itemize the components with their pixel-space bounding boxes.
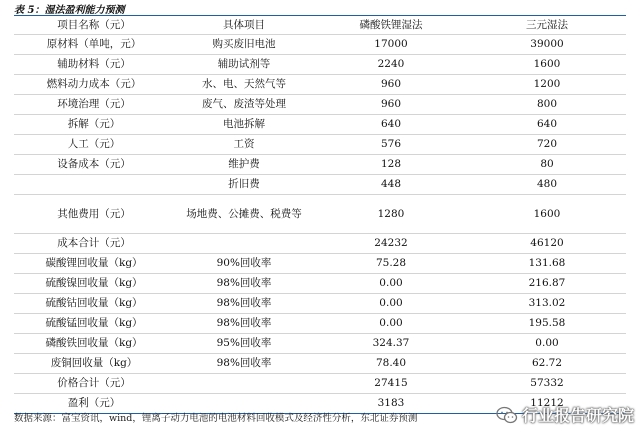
- table-row: [14, 374, 626, 394]
- table-cell: 废气、废渣等处理: [174, 95, 314, 115]
- table-cell: 62.72: [468, 354, 626, 374]
- table-cell: 960: [314, 75, 468, 95]
- table-cell: 195.58: [468, 314, 626, 334]
- table-row: [14, 95, 626, 115]
- table-cell: 1200: [468, 75, 626, 95]
- table-cell: 75.28: [314, 254, 468, 274]
- table-row: [14, 334, 626, 354]
- table-cell: 水、电、天然气等: [174, 75, 314, 95]
- table-cell: 成本合计（元）: [14, 234, 174, 254]
- table-row: [14, 55, 626, 75]
- table-cell: 57332: [468, 374, 626, 394]
- table-row: [14, 195, 626, 234]
- table-cell: 废铜回收量（kg）: [14, 354, 174, 374]
- table-cell: 0.00: [314, 274, 468, 294]
- table-cell: 硫酸钴回收量（kg）: [14, 294, 174, 314]
- table-cell: 2240: [314, 55, 468, 75]
- table-cell: 硫酸锰回收量（kg）: [14, 314, 174, 334]
- table-cell: 辅助试剂等: [174, 55, 314, 75]
- table-cell: 313.02: [468, 294, 626, 314]
- table-cell: 原材料（单吨，元）: [14, 35, 174, 55]
- table-cell: 折旧费: [174, 175, 314, 195]
- table-cell: 448: [314, 175, 468, 195]
- table-cell: 拆解（元）: [14, 115, 174, 135]
- watermark-text: 行业报告研究院: [521, 406, 634, 425]
- table-cell: 128: [314, 155, 468, 175]
- table-cell: 工资: [174, 135, 314, 155]
- table-cell: 98%回收率: [174, 354, 314, 374]
- table-cell: 640: [468, 115, 626, 135]
- table-row: [14, 254, 626, 274]
- table-cell: 设备成本（元）: [14, 155, 174, 175]
- table-cell: [174, 374, 314, 394]
- table-cell: 购买废旧电池: [174, 35, 314, 55]
- table-cell: 磷酸铁回收量（kg）: [14, 334, 174, 354]
- table-cell: 其他费用（元）: [14, 195, 174, 234]
- table-cell: 磷酸铁锂湿法: [314, 16, 468, 35]
- table-cell: 1280: [314, 195, 468, 234]
- table-row: [14, 35, 626, 55]
- table-cell: 场地费、公摊费、税费等: [174, 195, 314, 234]
- table-cell: 盈利（元）: [14, 394, 174, 414]
- table-row: [14, 75, 626, 95]
- table-cell: 11212: [468, 394, 626, 414]
- table-row: [14, 354, 626, 374]
- table-cell: 95%回收率: [174, 334, 314, 354]
- table-cell: 46120: [468, 234, 626, 254]
- table-cell: 价格合计（元）: [14, 374, 174, 394]
- watermark: [496, 403, 634, 426]
- table-cell: 碳酸锂回收量（kg）: [14, 254, 174, 274]
- table-row: [14, 294, 626, 314]
- table-cell: 640: [314, 115, 468, 135]
- source-note: 数据来源：富宝资讯，wind，锂离子动力电池的电池材料回收模式及经济性分析，东北证券预测: [14, 413, 418, 424]
- table-cell: 80: [468, 155, 626, 175]
- table-cell: 98%回收率: [174, 294, 314, 314]
- table-row: [14, 314, 626, 334]
- table-row: [14, 135, 626, 155]
- table-cell: 78.40: [314, 354, 468, 374]
- table-cell: 三元湿法: [468, 16, 626, 35]
- table-cell: 人工（元）: [14, 135, 174, 155]
- table-cell: 98%回收率: [174, 314, 314, 334]
- table-cell: 216.87: [468, 274, 626, 294]
- table-title: 表 5：湿法盈利能力预测: [14, 5, 125, 16]
- table-cell: 39000: [468, 35, 626, 55]
- table-cell: 具体项目: [174, 16, 314, 35]
- table-row: [14, 274, 626, 294]
- table-cell: 0.00: [314, 314, 468, 334]
- table-cell: 燃料动力成本（元）: [14, 75, 174, 95]
- table-row: [14, 155, 626, 175]
- table-cell: 98%回收率: [174, 274, 314, 294]
- table-cell: [14, 175, 174, 195]
- table-cell: 576: [314, 135, 468, 155]
- table-cell: 17000: [314, 35, 468, 55]
- table-cell: 24232: [314, 234, 468, 254]
- table-cell: 维护费: [174, 155, 314, 175]
- table-cell: 480: [468, 175, 626, 195]
- table-cell: 800: [468, 95, 626, 115]
- table-cell: 环境治理（元）: [14, 95, 174, 115]
- table-cell: 0.00: [314, 294, 468, 314]
- table-cell: 0.00: [468, 334, 626, 354]
- table-cell: 324.37: [314, 334, 468, 354]
- table-cell: 项目名称（元）: [14, 16, 174, 35]
- table-cell: 电池拆解: [174, 115, 314, 135]
- table-cell: 辅助材料（元）: [14, 55, 174, 75]
- profitability-table: [14, 16, 626, 414]
- table-cell: [174, 234, 314, 254]
- table-row: [14, 115, 626, 135]
- table-cell: 960: [314, 95, 468, 115]
- table-cell: 90%回收率: [174, 254, 314, 274]
- wechat-icon: [496, 406, 518, 424]
- table-row: [14, 234, 626, 254]
- table-cell: 硫酸镍回收量（kg）: [14, 274, 174, 294]
- table-header-row: [14, 16, 626, 35]
- table-cell: 131.68: [468, 254, 626, 274]
- table-cell: 720: [468, 135, 626, 155]
- table-cell: 1600: [468, 195, 626, 234]
- table-cell: 1600: [468, 55, 626, 75]
- table-cell: 3183: [314, 394, 468, 414]
- table-row: [14, 175, 626, 195]
- table-cell: 27415: [314, 374, 468, 394]
